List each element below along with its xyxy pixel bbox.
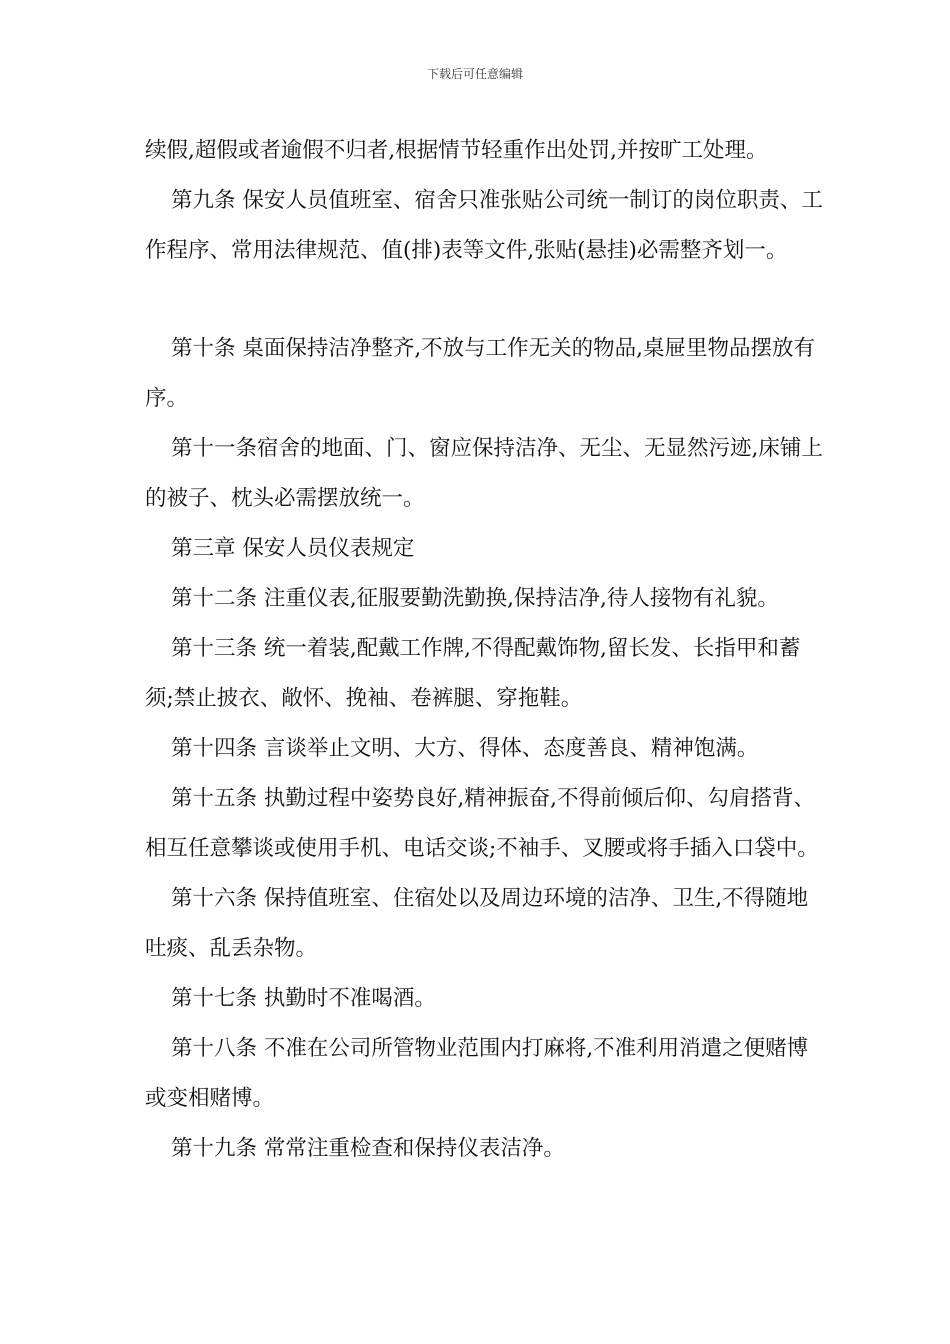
paragraph-leave-continuation: 续假,超假或者逾假不归者,根据情节轻重作出处罚,并按旷工处理。 xyxy=(145,138,768,163)
paragraph-article-12: 第十二条 注重仪表,征服要勤洗勤换,保持洁净,待人接物有礼貌。 xyxy=(171,586,779,611)
paragraph-article-10: 第十条 桌面保持洁净整齐,不放与工作无关的物品,桌屉里物品摆放有序。 xyxy=(145,336,816,411)
paragraph-article-17: 第十七条 执勤时不准喝酒。 xyxy=(171,986,436,1011)
paragraph-article-18: 第十八条 不准在公司所管物业范围内打麻将,不准利用消遣之便赌博或变相赌博。 xyxy=(145,1036,809,1111)
paragraph-article-14: 第十四条 言谈举止文明、大方、得体、态度善良、精神饱满。 xyxy=(171,736,759,761)
paragraph-article-11: 第十一条宿舍的地面、门、窗应保持洁净、无尘、无显然污迹,床铺上的被子、枕头必需摆放统一。 xyxy=(145,436,823,511)
paragraph-article-13: 第十三条 统一着装,配戴工作牌,不得配戴饰物,留长发、长指甲和蓄须;禁止披衣、敞怀、挽袖、卷裤腿、穿拖鞋。 xyxy=(145,636,801,711)
paragraph-article-16: 第十六条 保持值班室、住宿处以及周边环境的洁净、卫生,不得随地吐痰、乱丢杂物。 xyxy=(145,886,809,961)
page-header: 下载后可任意编辑 xyxy=(426,67,523,81)
document-body xyxy=(145,126,825,1174)
paragraph-article-15: 第十五条 执勤过程中姿势良好,精神振奋,不得前倾后仰、勾肩搭背、相互任意攀谈或使用手机、电话交谈;不袖手、叉腰或将手插入口袋中。 xyxy=(145,786,819,861)
paragraph-article-9: 第九条 保安人员值班室、宿舍只准张贴公司统一制订的岗位职责、工作程序、常用法律规范、值(排)表等文件,张贴(悬挂)必需整齐划一。 xyxy=(145,188,823,263)
paragraph-article-19: 第十九条 常常注重检查和保持仪表洁净。 xyxy=(171,1136,565,1161)
chapter-3-heading: 第三章 保安人员仪表规定 xyxy=(171,536,415,561)
paragraph-gap xyxy=(145,276,825,324)
